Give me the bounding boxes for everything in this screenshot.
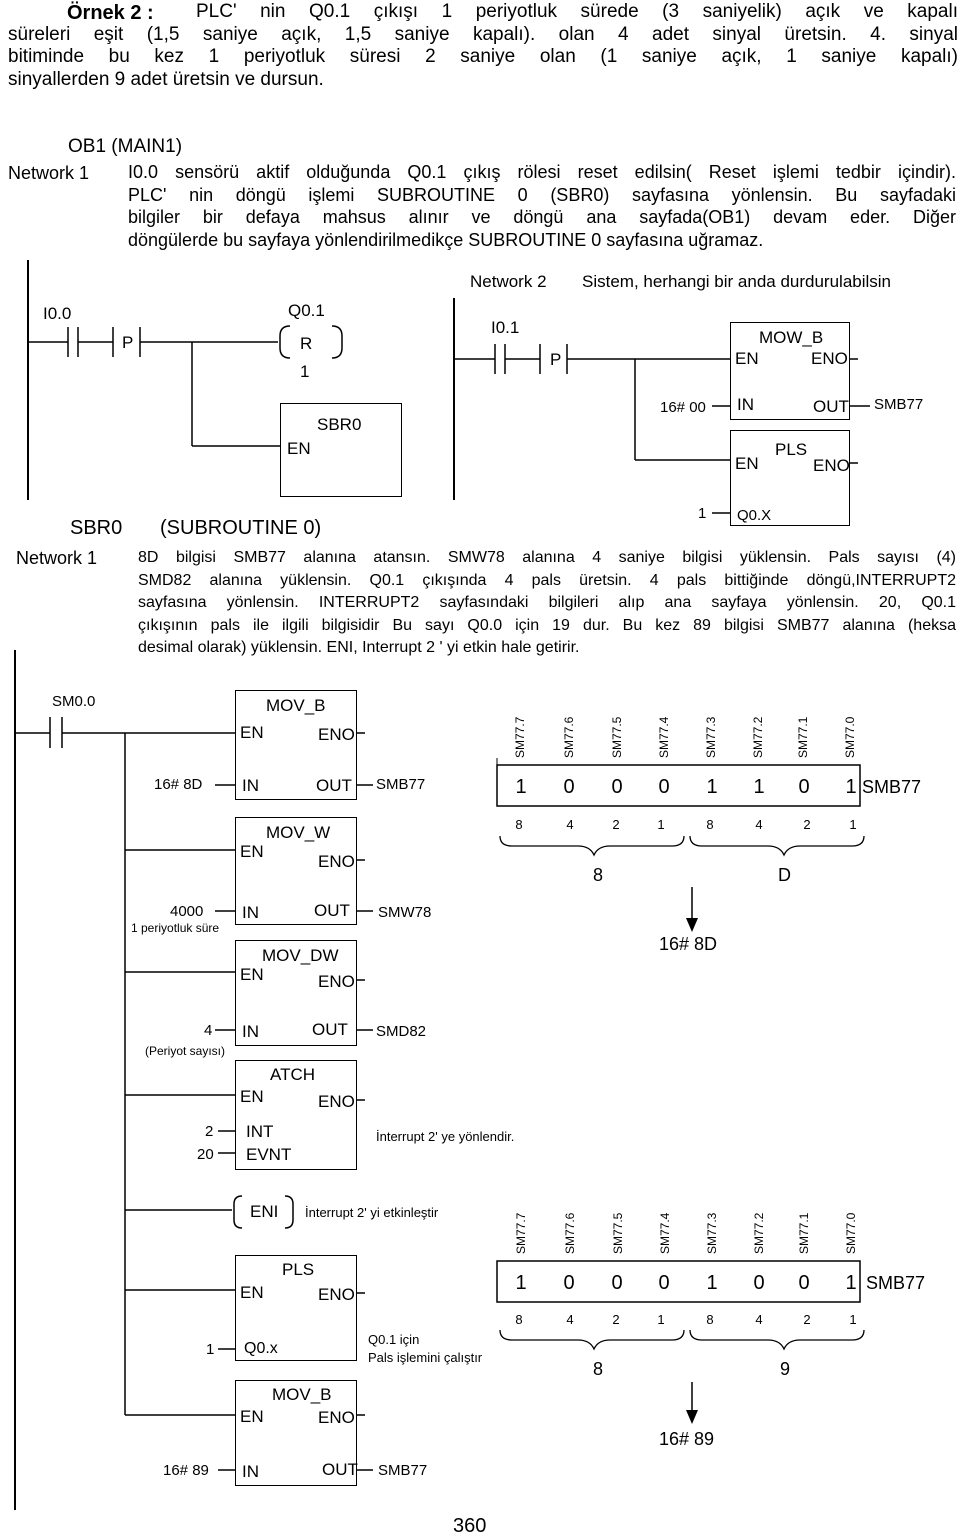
ob1-network1-line-3: bilgiler bir defaya mahsus alınır ve döngü ana sayfada(OB1) devam eder. Diğer bbox=[128, 207, 956, 227]
mov-w-in: IN bbox=[242, 903, 259, 922]
sbr0-line-2: SMD82 alanına yüklensin. Q0.1 çıkışında 4 pals üretsin. 4 pals bittiğinde döngü,INTERRUPT2 bbox=[138, 571, 956, 589]
t1-header-7: SM77.0 bbox=[843, 716, 857, 758]
ob1-net2-positive-edge-p: P bbox=[550, 350, 562, 369]
mov-dw-out-value: SMD82 bbox=[376, 1023, 427, 1040]
t1-weight-6: 2 bbox=[803, 817, 811, 832]
t2-weight-1: 4 bbox=[566, 1312, 574, 1327]
ob1-pls-title: PLS bbox=[775, 440, 808, 459]
atch-title: ATCH bbox=[270, 1065, 316, 1084]
t1-bit-3: 0 bbox=[658, 776, 670, 798]
t1-bit-5: 1 bbox=[753, 776, 765, 798]
ob1-network1-label: Network 1 bbox=[8, 163, 90, 183]
t2-bit-3: 0 bbox=[658, 1272, 670, 1294]
pls-q: Q0.x bbox=[244, 1340, 278, 1357]
ob1-coil-address: Q0.1 bbox=[288, 301, 325, 320]
mov-b-out: OUT bbox=[316, 776, 352, 795]
pls-block[interactable] bbox=[235, 1255, 357, 1361]
mov-dw-block[interactable] bbox=[235, 940, 357, 1046]
t1-weight-1: 4 bbox=[566, 817, 574, 832]
sbr0-network1-text bbox=[138, 547, 956, 660]
t1-weight-2: 2 bbox=[612, 817, 620, 832]
mov-b2-block[interactable] bbox=[235, 1380, 357, 1486]
ob1-contact-i01: I0.1 bbox=[491, 318, 520, 337]
t1-hex-value: 16# 8D bbox=[659, 934, 718, 954]
example-label: Örnek 2 : bbox=[67, 2, 154, 24]
mov-dw-eno: ENO bbox=[318, 972, 355, 991]
t2-header-2: SM77.5 bbox=[611, 1212, 625, 1254]
t2-bit-4: 1 bbox=[706, 1272, 718, 1294]
t1-bit-6: 0 bbox=[798, 776, 810, 798]
intro-line-2: süreleri eşit (1,5 saniye açık, 1,5 saniye kapalı). olan 4 adet sinyal üretsin. 4. sinyal bbox=[8, 23, 958, 45]
mov-b-in-value: 16# 8D bbox=[154, 776, 203, 793]
mov-b2-in: IN bbox=[242, 1462, 259, 1481]
ob1-coil-count: 1 bbox=[300, 362, 310, 381]
t1-hex-high: 8 bbox=[593, 865, 604, 885]
mov-dw-out: OUT bbox=[312, 1020, 348, 1039]
mov-b-out-value: SMB77 bbox=[376, 776, 426, 793]
atch-evnt: EVNT bbox=[246, 1145, 292, 1164]
mow-b-block[interactable] bbox=[730, 322, 850, 420]
ob1-title: OB1 (MAIN1) bbox=[68, 136, 183, 157]
ob1-pls-q: Q0.X bbox=[737, 507, 772, 524]
atch-int-value: 2 bbox=[205, 1123, 214, 1140]
mov-w-in-value: 4000 bbox=[170, 903, 204, 920]
t2-smb77-label: SMB77 bbox=[866, 1273, 926, 1293]
mov-w-in-note: 1 periyotluk süre bbox=[131, 921, 220, 935]
mov-b2-out: OUT bbox=[322, 1460, 358, 1479]
mov-dw-in-note: (Periyot sayısı) bbox=[145, 1044, 226, 1058]
t2-bit-7: 1 bbox=[845, 1272, 857, 1294]
ob1-coil-reset-r: R bbox=[300, 334, 313, 353]
pls-in-value: 1 bbox=[206, 1341, 215, 1358]
t1-bit-2: 0 bbox=[611, 776, 623, 798]
mov-b2-eno: ENO bbox=[318, 1408, 355, 1427]
t2-hex-high: 8 bbox=[593, 1359, 604, 1379]
atch-evnt-value: 20 bbox=[197, 1146, 214, 1163]
t1-bit-4: 1 bbox=[706, 776, 718, 798]
atch-en: EN bbox=[240, 1087, 264, 1106]
t1-weight-7: 1 bbox=[849, 817, 857, 832]
mow-b-out-value: SMB77 bbox=[874, 396, 924, 413]
t2-bit-5: 0 bbox=[753, 1272, 765, 1294]
mov-b2-en: EN bbox=[240, 1407, 264, 1426]
sbr0-line-4: çıkışının pals ile ilgili bilgisidir Bu sayı Q0.0 için 19 dur. Bu kez 89 bilgisi SMB77 alanına (heksa bbox=[138, 616, 956, 634]
t2-bit-6: 0 bbox=[798, 1272, 810, 1294]
t2-weight-4: 8 bbox=[706, 1312, 714, 1327]
atch-eno: ENO bbox=[318, 1092, 355, 1111]
atch-int: INT bbox=[246, 1122, 274, 1141]
intro-line-1: PLC' nin Q0.1 çıkışı 1 periyotluk sürede (3 saniyelik) açık ve kapalı bbox=[196, 1, 958, 22]
t1-header-1: SM77.6 bbox=[562, 716, 576, 758]
mov-b2-in-value: 16# 89 bbox=[163, 1462, 209, 1479]
t1-weight-4: 8 bbox=[706, 817, 714, 832]
mov-b-en: EN bbox=[240, 723, 264, 742]
t2-weight-5: 4 bbox=[755, 1312, 763, 1327]
ob1-positive-edge-p: P bbox=[122, 333, 134, 352]
sbr0-call-title: SBR0 bbox=[317, 415, 362, 434]
t2-header-1: SM77.6 bbox=[563, 1212, 577, 1254]
t1-bit-1: 0 bbox=[563, 776, 575, 798]
t2-bit-2: 0 bbox=[611, 1272, 623, 1294]
ob1-network2-label: Network 2 bbox=[470, 272, 547, 291]
ob1-network1-line-1: I0.0 sensörü aktif olduğunda Q0.1 çıkış rölesi reset edilsin( Reset işlemi tedbir içindir). bbox=[128, 162, 956, 182]
t1-header-2: SM77.5 bbox=[610, 716, 624, 758]
t1-smb77-label: SMB77 bbox=[862, 777, 922, 797]
mov-w-block[interactable] bbox=[235, 817, 357, 925]
t1-hex-low: D bbox=[778, 865, 791, 885]
mow-b-eno: ENO bbox=[811, 349, 848, 368]
mov-w-out-value: SMW78 bbox=[378, 904, 432, 921]
ob1-network2-note: Sistem, herhangi bir anda durdurulabilsin bbox=[582, 272, 892, 291]
sbr0-call-en: EN bbox=[287, 439, 311, 458]
t1-header-6: SM77.1 bbox=[796, 716, 810, 758]
t2-header-4: SM77.3 bbox=[705, 1212, 719, 1254]
t1-weight-3: 1 bbox=[657, 817, 665, 832]
t1-header-3: SM77.4 bbox=[657, 716, 671, 758]
sbr0-line-3: sayfasına yönlensin. INTERRUPT2 sayfasındaki bilgileri alıp ana sayfaya yönlensin. 20, Q0.1 bbox=[138, 594, 956, 611]
sbr0-network1-label: Network 1 bbox=[16, 548, 98, 568]
eni-instruction[interactable]: ENI bbox=[250, 1202, 279, 1221]
eni-note: İnterrupt 2' yi etkinleştir bbox=[305, 1205, 439, 1220]
sbr0-contact-sm00: SM0.0 bbox=[52, 693, 96, 710]
sbr0-call-block[interactable] bbox=[280, 403, 402, 497]
intro-line-4: sinyallerden 9 adet üretsin ve dursun. bbox=[8, 68, 324, 90]
t2-header-6: SM77.1 bbox=[797, 1212, 811, 1254]
sbr0-line-1: 8D bilgisi SMB77 alanına atansın. SMW78 alanına 4 saniye bilgisi yüklensin. Pals sayısı (4) bbox=[138, 549, 956, 566]
mov-w-eno: ENO bbox=[318, 852, 355, 871]
t1-bit-0: 1 bbox=[515, 776, 527, 798]
t1-header-5: SM77.2 bbox=[751, 716, 765, 758]
t2-weight-7: 1 bbox=[849, 1312, 857, 1327]
t2-header-3: SM77.4 bbox=[658, 1212, 672, 1254]
t2-header-0: SM77.7 bbox=[514, 1212, 528, 1254]
ob1-network1-line-2: PLC' nin döngü işlemi SUBROUTINE 0 (SBR0) sayfasına yönlensin. Bu sayfadaki bbox=[128, 184, 956, 205]
mov-b-block[interactable] bbox=[235, 690, 357, 800]
ob1-contact-i00: I0.0 bbox=[43, 304, 72, 323]
sbr0-line-5: desimal olarak) yüklensin. ENI, Interrupt 2 ' yi etkin hale getirir. bbox=[138, 639, 580, 656]
sbr0-title-left: SBR0 bbox=[70, 517, 123, 539]
mov-b-eno: ENO bbox=[318, 725, 355, 744]
ob1-pls-en: EN bbox=[735, 454, 759, 473]
t1-header-4: SM77.3 bbox=[704, 716, 718, 758]
mow-b-en: EN bbox=[735, 349, 759, 368]
ob1-pls-block[interactable] bbox=[730, 430, 850, 526]
t2-bit-1: 0 bbox=[563, 1272, 575, 1294]
intro-line-3: bitiminde bu kez 1 periyotluk süresi 2 saniye olan (1 saniye açık, 1 saniye kapalı) bbox=[8, 46, 958, 67]
mow-b-title: MOW_B bbox=[759, 328, 824, 347]
pls-title: PLS bbox=[282, 1260, 315, 1279]
t2-weight-3: 1 bbox=[657, 1312, 665, 1327]
mov-dw-in-value: 4 bbox=[204, 1022, 213, 1039]
t1-bit-7: 1 bbox=[845, 776, 857, 798]
t2-header-5: SM77.2 bbox=[752, 1212, 766, 1254]
t1-weight-5: 4 bbox=[755, 817, 763, 832]
pls-note-1: Q0.1 için bbox=[368, 1332, 420, 1347]
t2-bit-0: 1 bbox=[515, 1272, 527, 1294]
mov-dw-title: MOV_DW bbox=[262, 946, 339, 965]
pls-en: EN bbox=[240, 1283, 264, 1302]
mow-b-out: OUT bbox=[813, 397, 849, 416]
mow-b-in-value: 16# 00 bbox=[660, 399, 706, 416]
page-number: 360 bbox=[453, 1515, 487, 1537]
ob1-network1-line-4: döngülerde bu sayfaya yönlendirilmedikçe SUBROUTINE 0 sayfasına uğramaz. bbox=[128, 229, 764, 250]
pls-eno: ENO bbox=[318, 1285, 355, 1304]
t2-header-7: SM77.0 bbox=[844, 1212, 858, 1254]
mov-w-en: EN bbox=[240, 842, 264, 861]
t2-hex-low: 9 bbox=[780, 1359, 791, 1379]
t2-hex-value: 16# 89 bbox=[659, 1429, 715, 1449]
t2-weight-0: 8 bbox=[515, 1312, 523, 1327]
mov-w-title: MOV_W bbox=[266, 823, 331, 842]
atch-block[interactable] bbox=[235, 1060, 357, 1170]
mov-w-out: OUT bbox=[314, 901, 350, 920]
mov-dw-en: EN bbox=[240, 965, 264, 984]
ob1-pls-in-value: 1 bbox=[698, 505, 707, 522]
mov-dw-in: IN bbox=[242, 1022, 259, 1041]
atch-note: İnterrupt 2' ye yönlendir. bbox=[376, 1129, 515, 1144]
mov-b-in: IN bbox=[242, 776, 259, 795]
sbr0-title-right: (SUBROUTINE 0) bbox=[160, 517, 322, 539]
ob1-pls-eno: ENO bbox=[813, 456, 850, 475]
mov-b2-out-value: SMB77 bbox=[378, 1462, 428, 1479]
mow-b-in: IN bbox=[737, 395, 754, 414]
t2-weight-2: 2 bbox=[612, 1312, 620, 1327]
mov-b2-title: MOV_B bbox=[272, 1385, 332, 1404]
t1-header-0: SM77.7 bbox=[513, 716, 527, 758]
mov-b-title: MOV_B bbox=[266, 696, 326, 715]
t2-weight-6: 2 bbox=[803, 1312, 811, 1327]
t1-weight-0: 8 bbox=[515, 817, 523, 832]
pls-note-2: Pals işlemini çalıştır bbox=[368, 1350, 483, 1365]
